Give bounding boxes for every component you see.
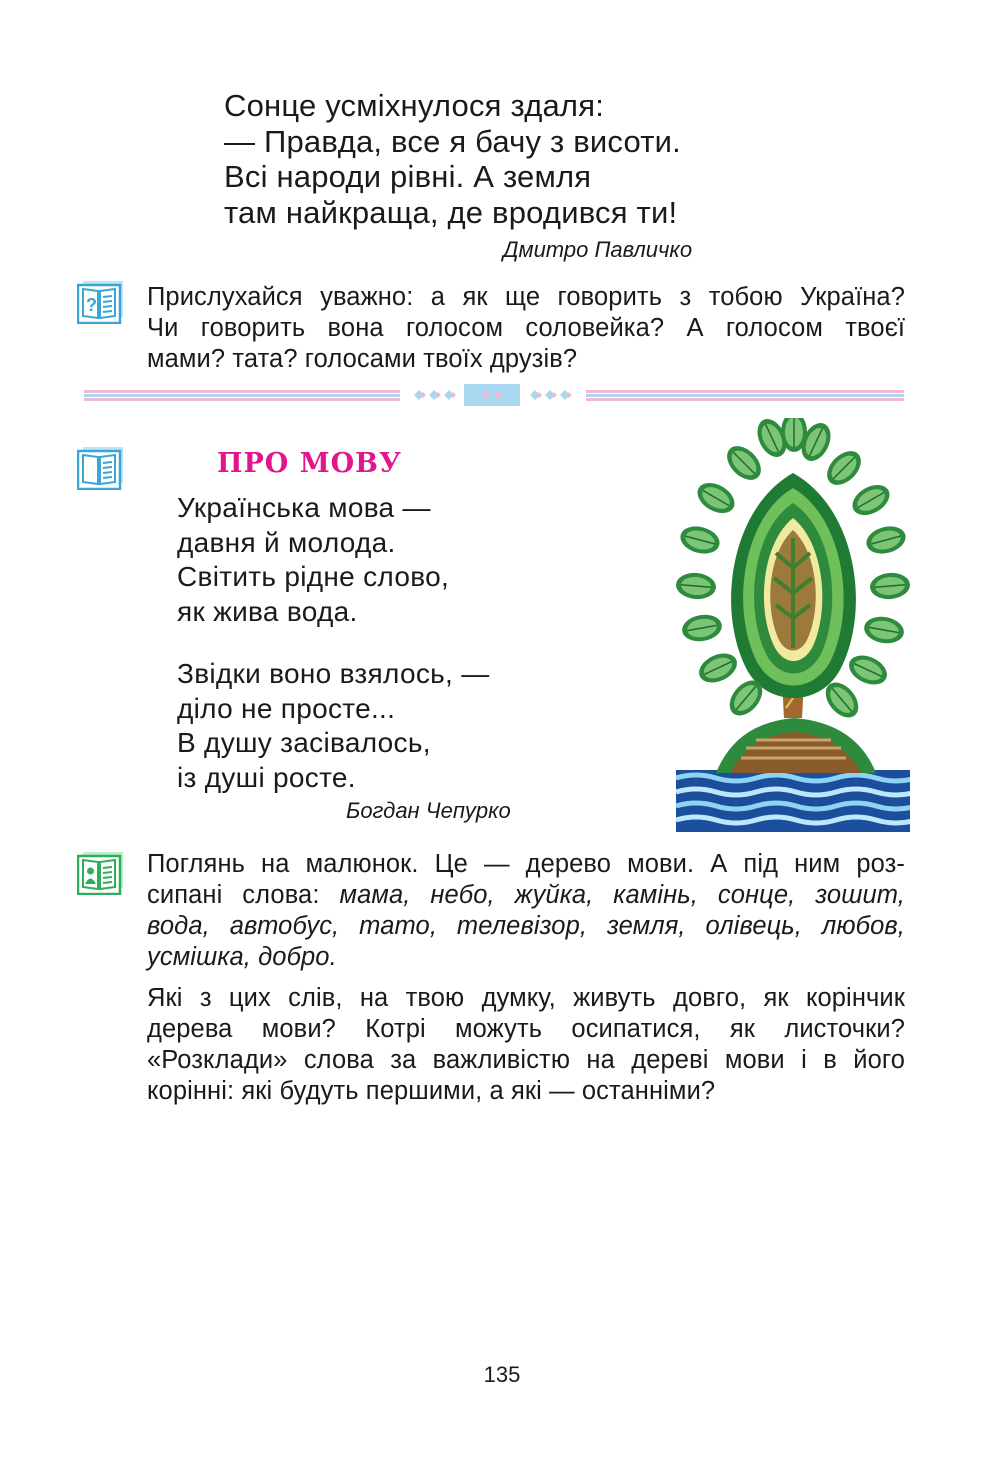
task-text: Поглянь на малюнок. Це — дерево мови. А під ним роз- (147, 850, 905, 878)
poem-line: як жива вода. (177, 595, 358, 627)
poem-stanza-1 (177, 491, 449, 629)
task-line: дерева мови? Котрі можуть осипатися, як листочки? (147, 1015, 905, 1043)
tree-of-language-illustration (676, 418, 910, 832)
word-list: вода, автобус, тато, телевізор, земля, олівець, любов, (147, 912, 905, 940)
poem-title: ПРО МОВУ (217, 448, 402, 479)
poem-line: — Правда, все я бачу з висоти. (224, 123, 681, 159)
task-line: Які з цих слів, на твою думку, живуть довго, як корінчик (147, 984, 905, 1012)
poem-main-author: Богдан Чепурко (346, 798, 511, 823)
ornamental-divider (84, 382, 904, 408)
task2-paragraph-2 (147, 983, 905, 1107)
svg-text:?: ? (86, 295, 97, 315)
poem-line: діло не просте... (177, 692, 396, 724)
task-line (147, 942, 905, 973)
task-line (147, 849, 905, 880)
page-number: 135 (483, 1362, 521, 1387)
poem-line: Звідки воно взялось, — (177, 658, 490, 689)
task-line: мами? тата? голосами твоїх друзів? (147, 345, 578, 373)
task-line: корінні: які будуть першими, а які — останніми? (147, 1077, 716, 1105)
task1-text (147, 282, 905, 375)
task-line: Чи говорить вона голосом соловейка? А голосом твоєї (147, 314, 905, 342)
open-book-icon (77, 446, 125, 490)
poem-line: В душу засівалось, (177, 727, 431, 758)
poem-line: із душі росте. (177, 761, 356, 793)
word-list: усмішка, добро. (147, 943, 337, 971)
poem-line: Світить рідне слово, (177, 561, 450, 592)
task-line: «Розклади» слова за важливістю на дереві мови і в його (147, 1046, 905, 1074)
book-picture-icon (77, 851, 125, 895)
poem-line: Всі народи рівні. А земля (224, 159, 592, 194)
task-line: Прислухайся уважно: а як ще говорить з тобою Україна? (147, 283, 905, 311)
task-line (147, 880, 905, 911)
poem-top (224, 88, 681, 230)
task-line (147, 911, 905, 942)
poem-line: давня й молода. (177, 526, 396, 558)
poem-stanza-2 (177, 657, 490, 795)
word-list: мама, небо, жуйка, камінь, сонце, зошит, (339, 881, 905, 909)
poem-line: Сонце усміхнулося здаля: (224, 88, 605, 123)
book-question-icon (77, 280, 125, 324)
poem-line: там найкраща, де вродився ти! (224, 194, 678, 230)
task2-paragraph-1 (147, 849, 905, 973)
poem-top-author: Дмитро Павличко (503, 237, 693, 262)
task-text: сипані слова: (147, 881, 340, 909)
poem-line: Українська мова — (177, 492, 431, 523)
